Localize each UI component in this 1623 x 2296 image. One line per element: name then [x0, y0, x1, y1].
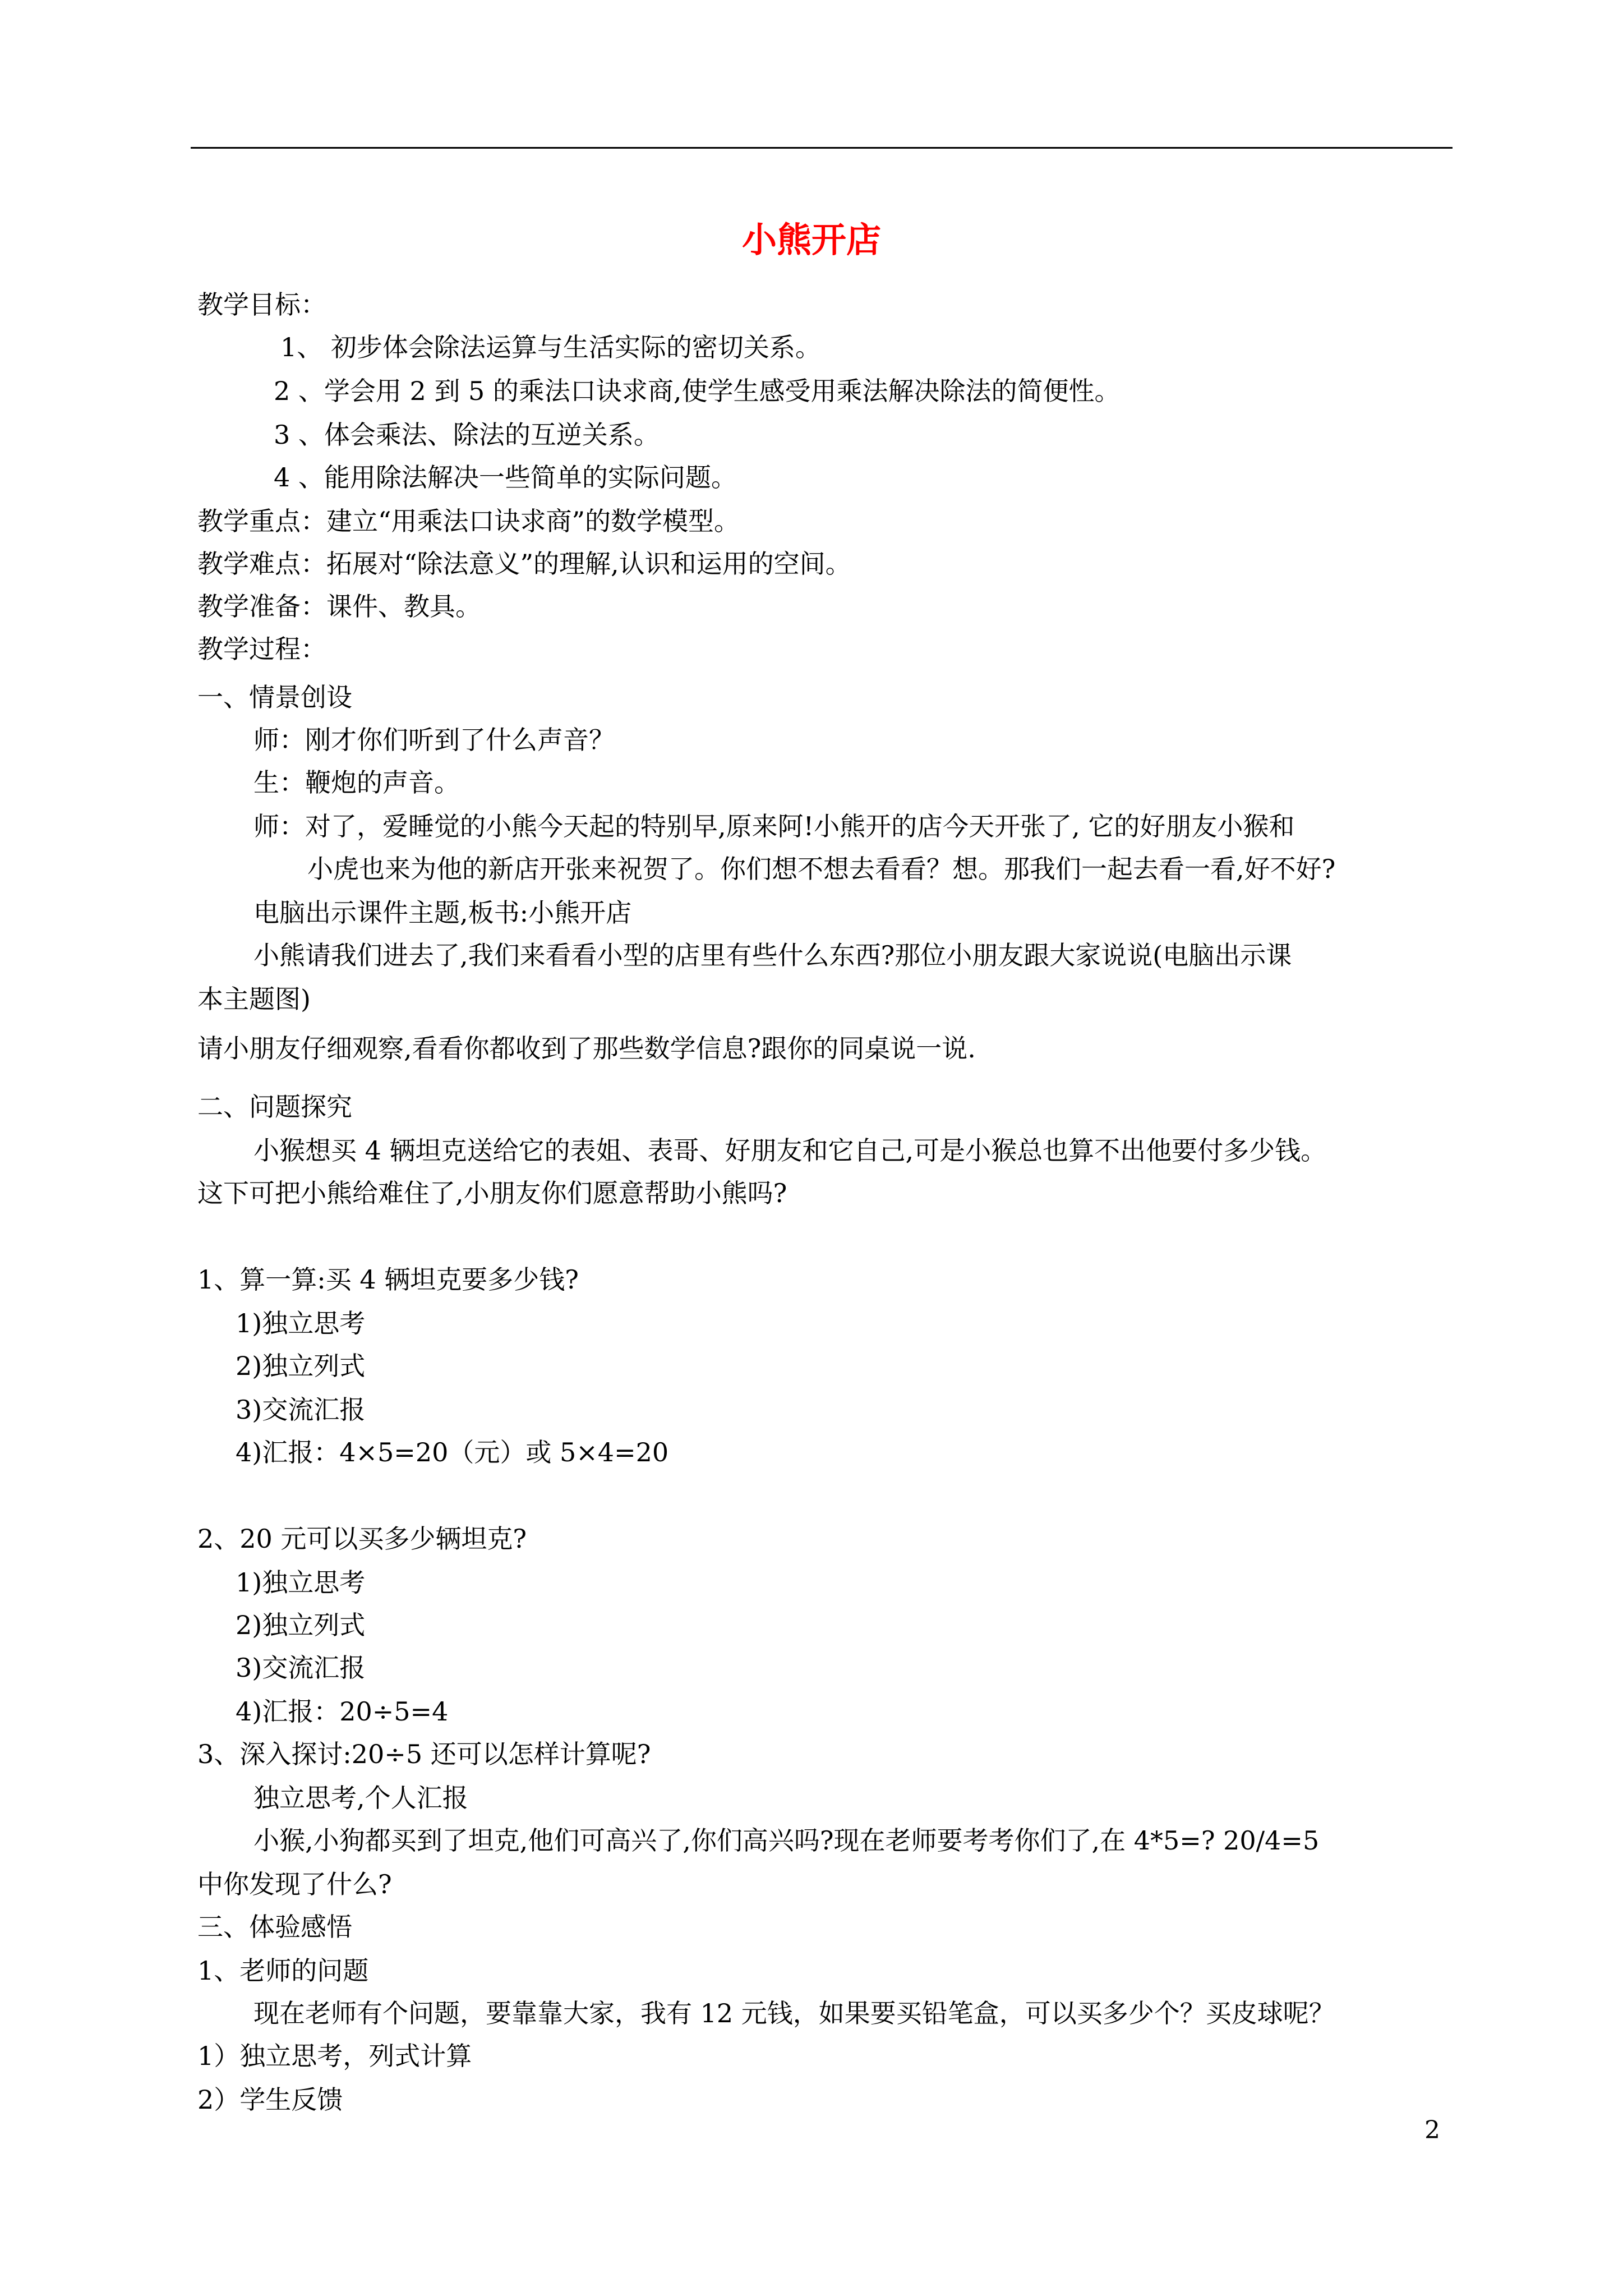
paragraph-line: 小猴想买 4 辆坦克送给它的表姐、表哥、好朋友和它自己,可是小猴总也算不出他要付多少钱。: [253, 1135, 1327, 1166]
paragraph-line: 小熊请我们进去了,我们来看看小型的店里有些什么东西?那位小朋友跟大家说说(电脑出示课: [253, 940, 1292, 970]
question-heading: 3、深入探讨:20÷5 还可以怎样计算呢?: [197, 1739, 651, 1769]
dialogue-line: 师：对了，爱睡觉的小熊今天起的特别早,原来阿!小熊开的店今天开张了, 它的好朋友小猴和: [253, 811, 1295, 841]
paragraph-line: 小猴,小狗都买到了坦克,他们可高兴了,你们高兴吗?现在老师要考考你们了,在 4*5=? 20/4=5: [253, 1825, 1320, 1856]
step-item: 2)独立列式: [236, 1351, 366, 1381]
section-heading: 一、情景创设: [197, 682, 352, 712]
page-number: 2: [1424, 2116, 1440, 2145]
objective-item: 1、 初步体会除法运算与生活实际的密切关系。: [280, 332, 821, 362]
process-heading: 教学过程：: [197, 634, 326, 664]
section-heading: 二、问题探究: [197, 1092, 352, 1122]
dialogue-line: 生：鞭炮的声音。: [253, 767, 460, 798]
step-item: 3)交流汇报: [236, 1395, 366, 1425]
page-title: 小熊开店: [741, 219, 881, 260]
objective-item: 4 、能用除法解决一些简单的实际问题。: [274, 462, 737, 493]
step-item: 1)独立思考: [236, 1308, 366, 1338]
key-point: 教学重点：建立“用乘法口诀求商”的数学模型。: [197, 506, 740, 536]
objective-item: 3 、体会乘法、除法的互逆关系。: [274, 420, 660, 450]
step-item: 2)独立列式: [236, 1610, 366, 1640]
step-item: 4)汇报：20÷5=4: [236, 1696, 449, 1727]
dialogue-line: 师：刚才你们听到了什么声音？: [253, 725, 615, 755]
paragraph-line: 现在老师有个问题，要靠靠大家，我有 12 元钱，如果要买铅笔盒，可以买多少个？买皮球呢？: [253, 1998, 1335, 2028]
question-heading: 2、20 元可以买多少辆坦克?: [197, 1524, 527, 1554]
preparation: 教学准备：课件、教具。: [197, 591, 481, 622]
paragraph-line: 电脑出示课件主题,板书:小熊开店: [253, 898, 632, 928]
question-heading: 1、老师的问题: [197, 1955, 369, 1986]
step-item: 1)独立思考: [236, 1567, 366, 1598]
step-item: 3)交流汇报: [236, 1653, 366, 1683]
step-item: 4)汇报：4×5=20（元）或 5×4=20: [236, 1437, 669, 1467]
paragraph-line: 独立思考,个人汇报: [253, 1783, 468, 1813]
paragraph-line: 本主题图): [197, 984, 311, 1014]
objectives-heading: 教学目标：: [197, 289, 326, 320]
header-rule: [191, 147, 1453, 149]
step-item: 2）学生反馈: [197, 2085, 343, 2115]
paragraph-line: 请小朋友仔细观察,看看你都收到了那些数学信息?跟你的同桌说一说.: [197, 1033, 976, 1064]
step-item: 1）独立思考，列式计算: [197, 2041, 472, 2071]
paragraph-line: 中你发现了什么?: [197, 1869, 392, 1899]
paragraph-line: 这下可把小熊给难住了,小朋友你们愿意帮助小熊吗?: [197, 1178, 787, 1208]
difficulty: 教学难点：拓展对“除法意义”的理解,认识和运用的空间。: [197, 549, 851, 579]
objective-item: 2 、学会用 2 到 5 的乘法口诀求商,使学生感受用乘法解决除法的简便性。: [274, 376, 1121, 406]
section-heading: 三、体验感悟: [197, 1912, 352, 1942]
dialogue-line: 小虎也来为他的新店开张来祝贺了。你们想不想去看看？想。那我们一起去看一看,好不好?: [307, 854, 1336, 884]
question-heading: 1、算一算:买 4 辆坦克要多少钱?: [197, 1264, 579, 1295]
